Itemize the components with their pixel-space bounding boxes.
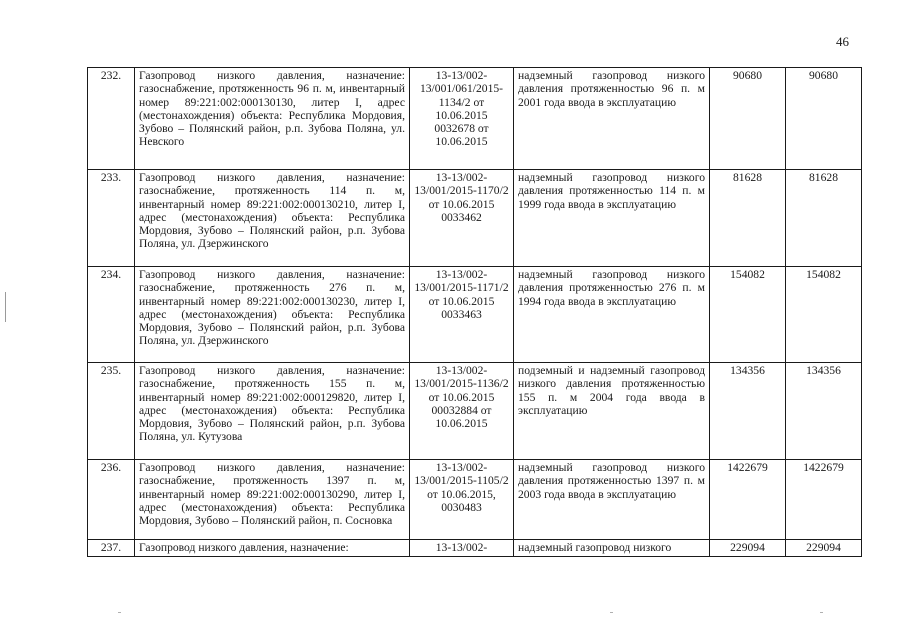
scan-artifact-dot xyxy=(118,612,121,613)
value-cell: 229094 xyxy=(710,540,786,557)
registration-record: 13-13/002- xyxy=(410,540,514,557)
registration-record: 13-13/002-13/001/2015-1136/2 от 10.06.2015 00032884 от 10.06.2015 xyxy=(410,363,514,460)
scan-artifact-dot xyxy=(820,612,823,613)
object-description: Газопровод низкого давления, назначение: газоснабжение, протяженность 114 п. м, инвентарный номер 89:221:002:000130210, литер I, адрес (местонахождения) объекта: Республика Мордовия, Зубово – Полянский район, р.п. Зубова Поляна, ул. Дзержинского xyxy=(135,170,410,267)
property-register-table xyxy=(87,67,862,557)
value-cell: 134356 xyxy=(710,363,786,460)
value-cell: 229094 xyxy=(786,540,862,557)
registration-record: 13-13/002-13/001/2015-1170/2 от 10.06.2015 0033462 xyxy=(410,170,514,267)
table-row xyxy=(88,363,862,460)
object-characteristics: надземный газопровод низкого xyxy=(514,540,710,557)
table-row xyxy=(88,267,862,363)
value-cell: 1422679 xyxy=(786,460,862,540)
value-cell: 154082 xyxy=(786,267,862,363)
object-description: Газопровод низкого давления, назначение: газоснабжение, протяженность 276 п. м, инвентарный номер 89:221:002:000130230, литер I, адрес (местонахождения) объекта: Республика Мордовия, Зубово – Полянский район, р.п. Зубова Поляна, ул. Дзержинского xyxy=(135,267,410,363)
object-characteristics: надземный газопровод низкого давления протяженностью 1397 п. м 2003 года ввода в эксплуатацию xyxy=(514,460,710,540)
object-description: Газопровод низкого давления, назначение: xyxy=(135,540,410,557)
row-number: 232. xyxy=(88,68,135,170)
value-cell: 134356 xyxy=(786,363,862,460)
value-cell: 81628 xyxy=(786,170,862,267)
registration-record: 13-13/002-13/001/061/2015-1134/2 от 10.06.2015 0032678 от 10.06.2015 xyxy=(410,68,514,170)
row-number: 236. xyxy=(88,460,135,540)
registration-record: 13-13/002-13/001/2015-1105/2 от 10.06.2015, 0030483 xyxy=(410,460,514,540)
scan-artifact-dot xyxy=(610,612,613,613)
value-cell: 90680 xyxy=(710,68,786,170)
value-cell: 81628 xyxy=(710,170,786,267)
table-row xyxy=(88,68,862,170)
object-description: Газопровод низкого давления, назначение: газоснабжение, протяженность 1397 п. м, инвентарный номер 89:221:002:000130290, литер I, адрес (местонахождения) объекта: Республика Мордовия, Зубово – Полянский район, п. Сосновка xyxy=(135,460,410,540)
value-cell: 90680 xyxy=(786,68,862,170)
object-characteristics: надземный газопровод низкого давления протяженностью 96 п. м 2001 года ввода в эксплуатацию xyxy=(514,68,710,170)
object-characteristics: подземный и надземный газопровод низкого давления протяженностью 155 п. м 2004 года ввода в эксплуатацию xyxy=(514,363,710,460)
page-number: 46 xyxy=(836,34,849,49)
row-number: 234. xyxy=(88,267,135,363)
row-number: 235. xyxy=(88,363,135,460)
object-description: Газопровод низкого давления, назначение: газоснабжение, протяженность 96 п. м, инвентарный номер 89:221:002:000130130, литер I, адрес (местонахождения) объекта: Республика Мордовия, Зубово – Полянский район, р.п. Зубова Поляна, ул. Невского xyxy=(135,68,410,170)
value-cell: 154082 xyxy=(710,267,786,363)
scan-artifact-mark xyxy=(5,292,6,322)
table-row xyxy=(88,170,862,267)
row-number: 237. xyxy=(88,540,135,557)
object-description: Газопровод низкого давления, назначение: газоснабжение, протяженность 155 п. м, инвентарный номер 89:221:002:000129820, литер I, адрес (местонахождения) объекта: Республика Мордовия, Зубово – Полянский район, р.п. Зубова Поляна, ул. Кутузова xyxy=(135,363,410,460)
table-row xyxy=(88,460,862,540)
row-number: 233. xyxy=(88,170,135,267)
table-row xyxy=(88,540,862,557)
object-characteristics: надземный газопровод низкого давления протяженностью 114 п. м 1999 года ввода в эксплуатацию xyxy=(514,170,710,267)
value-cell: 1422679 xyxy=(710,460,786,540)
registration-record: 13-13/002-13/001/2015-1171/2 от 10.06.2015 0033463 xyxy=(410,267,514,363)
object-characteristics: надземный газопровод низкого давления протяженностью 276 п. м 1994 года ввода в эксплуатацию xyxy=(514,267,710,363)
